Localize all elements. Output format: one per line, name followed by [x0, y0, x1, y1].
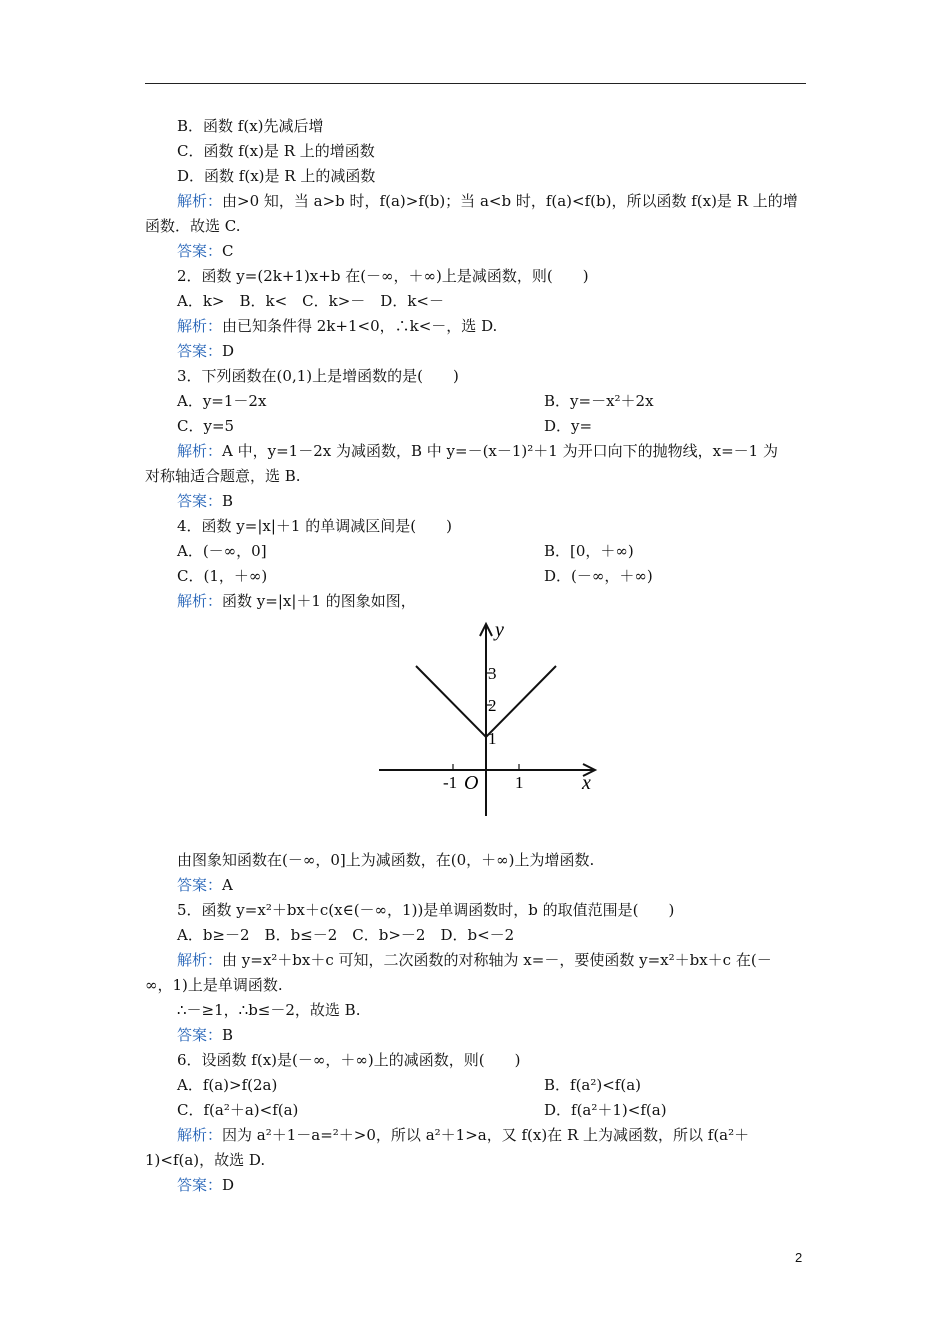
answer-label: 答案： — [177, 342, 223, 360]
option-a: A．f(a)>f(2a) — [177, 1076, 278, 1094]
x-tick-label-1: 1 — [515, 773, 524, 792]
analysis-label: 解析： — [177, 592, 223, 610]
analysis-continuation: ∞，1)上是单调函数. — [145, 976, 283, 994]
option-c: C．f(a²＋a)<f(a) — [177, 1101, 299, 1119]
analysis-label: 解析： — [177, 192, 223, 210]
y-tick-label-1: 1 — [488, 729, 497, 748]
answer-line — [145, 1173, 806, 1198]
y-tick-label-3: 3 — [488, 664, 497, 683]
option-d: D．f(a²＋1)<f(a) — [544, 1101, 667, 1119]
analysis-text: 因为 a²＋1－a=²＋>0，所以 a²＋1>a，又 f(x)在 R 上为减函数，所以 f(a²＋ — [222, 1126, 750, 1144]
analysis-text: 函数 y=|x|＋1 的图象如图， — [222, 592, 416, 610]
header-rule — [145, 83, 806, 84]
answer-value: A — [222, 876, 233, 894]
option-b: B．f(a²)<f(a) — [544, 1076, 642, 1094]
answer-value: D — [222, 1176, 235, 1194]
analysis-label: 解析： — [177, 317, 223, 335]
options-line: A．b≥－2 B．b≤－2 C．b>－2 D．b<－2 — [177, 926, 515, 944]
option-d: D．(－∞，＋∞) — [544, 567, 653, 585]
analysis-line — [145, 189, 806, 214]
analysis-label: 解析： — [177, 442, 223, 460]
question-6: 6．设函数 f(x)是(－∞，＋∞)上的减函数，则( ) — [177, 1051, 521, 1069]
page-number: 2 — [795, 1250, 803, 1265]
y-tick-label-2: 2 — [488, 696, 497, 715]
answer-line — [145, 873, 806, 898]
answer-value: D — [222, 342, 235, 360]
answer-label: 答案： — [177, 1026, 223, 1044]
option-line: C．函数 f(x)是 R 上的增函数 — [177, 142, 375, 160]
options-row — [145, 1073, 806, 1098]
options-row — [145, 539, 806, 564]
y-axis-label: y — [495, 619, 504, 641]
analysis-line — [145, 948, 806, 973]
answer-line — [145, 1023, 806, 1048]
analysis-line — [145, 439, 806, 464]
analysis-text: 由>0 知，当 a>b 时，f(a)>f(b)；当 a<b 时，f(a)<f(b)，所以函数 f(x)是 R 上的增 — [222, 192, 798, 210]
answer-label: 答案： — [177, 876, 223, 894]
question-4: 4．函数 y=|x|＋1 的单调减区间是( ) — [177, 517, 452, 535]
question-2: 2．函数 y=(2k+1)x+b 在(－∞，＋∞)上是减函数，则( ) — [177, 267, 589, 285]
option-b: B．[0，＋∞) — [544, 542, 634, 560]
analysis-line — [145, 314, 806, 339]
option-c: C．y=5 — [177, 417, 235, 435]
analysis-continuation: 函数．故选 C. — [145, 217, 241, 235]
option-a: A．y=1－2x — [177, 392, 267, 410]
analysis-continuation: 对称轴适合题意，选 B. — [145, 467, 301, 485]
question-3: 3．下列函数在(0,1)上是增函数的是( ) — [177, 367, 459, 385]
analysis-continuation: 1)<f(a)，故选 D. — [145, 1151, 266, 1169]
option-d: D．y= — [544, 417, 593, 435]
analysis-line: ∴－≥1，∴b≤－2，故选 B. — [177, 1001, 361, 1019]
x-axis-label: x — [582, 772, 591, 794]
answer-value: B — [222, 1026, 234, 1044]
analysis-label: 解析： — [177, 1126, 223, 1144]
document-body — [145, 114, 806, 1198]
options-row — [145, 1098, 806, 1123]
option-c: C．(1，＋∞) — [177, 567, 268, 585]
answer-label: 答案： — [177, 492, 223, 510]
answer-label: 答案： — [177, 242, 223, 260]
option-a: A．(－∞，0] — [177, 542, 267, 560]
conclusion-line: 由图象知函数在(－∞，0]上为减函数，在(0，＋∞)上为增函数. — [177, 851, 595, 869]
option-line: D．函数 f(x)是 R 上的减函数 — [177, 167, 376, 185]
options-row — [145, 389, 806, 414]
origin-label: O — [464, 772, 479, 794]
answer-label: 答案： — [177, 1176, 223, 1194]
analysis-line — [145, 1123, 806, 1148]
options-line: A．k> B．k< C．k>－ D．k<－ — [177, 292, 444, 310]
answer-line — [145, 489, 806, 514]
function-graph-container — [145, 616, 806, 848]
x-tick-label-neg1: -1 — [443, 773, 458, 792]
analysis-line — [145, 589, 806, 614]
answer-line — [145, 339, 806, 364]
options-row — [145, 564, 806, 589]
analysis-text: 由 y=x²＋bx＋c 可知，二次函数的对称轴为 x=－，要使函数 y=x²＋bx＋c 在(－ — [222, 951, 772, 969]
options-row — [145, 414, 806, 439]
option-line: B．函数 f(x)先减后增 — [177, 117, 324, 135]
question-5: 5．函数 y=x²＋bx＋c(x∈(－∞，1))是单调函数时，b 的取值范围是( ) — [177, 901, 675, 919]
analysis-text: A 中，y=1－2x 为减函数，B 中 y=－(x－1)²＋1 为开口向下的抛物线，x=－1 为 — [222, 442, 778, 460]
analysis-label: 解析： — [177, 951, 223, 969]
answer-value: C — [222, 242, 234, 260]
analysis-text: 由已知条件得 2k+1<0，∴k<－，选 D. — [222, 317, 498, 335]
abs-function-graph — [379, 616, 601, 818]
answer-value: B — [222, 492, 234, 510]
option-b: B．y=－x²＋2x — [544, 392, 654, 410]
answer-line — [145, 239, 806, 264]
